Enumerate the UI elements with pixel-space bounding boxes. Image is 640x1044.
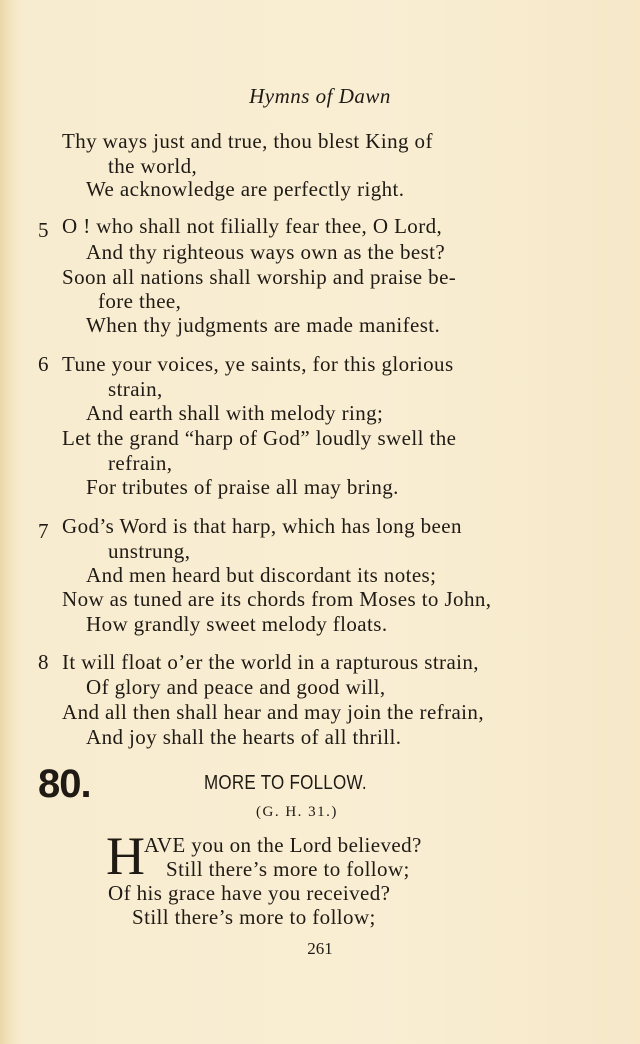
drop-cap: H	[106, 826, 145, 886]
verse-line: Tune your voices, ye saints, for this glorious	[62, 352, 454, 376]
verse-line: We acknowledge are perfectly right.	[86, 177, 405, 201]
verse-line: Soon all nations shall worship and praise be-	[62, 265, 457, 289]
verse-line: And earth shall with melody ring;	[86, 401, 384, 425]
hymn-line: AVE you on the Lord believed?	[144, 833, 422, 857]
hymn-line: Still there’s more to follow;	[132, 905, 376, 929]
verse-line: strain,	[108, 377, 163, 401]
hymn-reference: (G. H. 31.)	[256, 804, 338, 820]
verse-line: Now as tuned are its chords from Moses to John,	[62, 587, 492, 611]
running-title: Hymns of Dawn	[249, 84, 391, 108]
verse-line: And men heard but discordant its notes;	[86, 563, 437, 587]
verse-number: 5	[38, 218, 49, 242]
page-number: 261	[307, 939, 333, 958]
verse-line: Let the grand “harp of God” loudly swell the	[62, 426, 457, 450]
verse-line: And all then shall hear and may join the refrain,	[62, 700, 484, 724]
verse-line: the world,	[108, 154, 198, 178]
verse-line: fore thee,	[98, 289, 182, 313]
verse-line: Of glory and peace and good will,	[86, 675, 386, 699]
verse-line: And thy righteous ways own as the best?	[86, 240, 446, 264]
verse-line: God’s Word is that harp, which has long been	[62, 514, 462, 538]
verse-line: When thy judgments are made manifest.	[86, 313, 441, 337]
verse-line: And joy shall the hearts of all thrill.	[86, 725, 402, 749]
hymn-line: Of his grace have you received?	[108, 881, 391, 905]
verse-line: For tributes of praise all may bring.	[86, 475, 399, 499]
hymn-number: 80.	[38, 762, 91, 806]
verse-number: 8	[38, 650, 49, 674]
verse-number: 7	[38, 519, 49, 543]
hymn-line: Still there’s more to follow;	[166, 857, 410, 881]
hymn-title: MORE TO FOLLOW.	[204, 772, 367, 794]
verse-line: refrain,	[108, 451, 173, 475]
verse-line: unstrung,	[108, 539, 191, 563]
verse-line: Thy ways just and true, thou blest King of	[62, 129, 433, 153]
verse-number: 6	[38, 352, 49, 376]
verse-line: How grandly sweet melody floats.	[86, 612, 388, 636]
verse-line: It will float o’er the world in a rapturous strain,	[62, 650, 479, 674]
verse-line: O ! who shall not filially fear thee, O Lord,	[62, 214, 443, 238]
